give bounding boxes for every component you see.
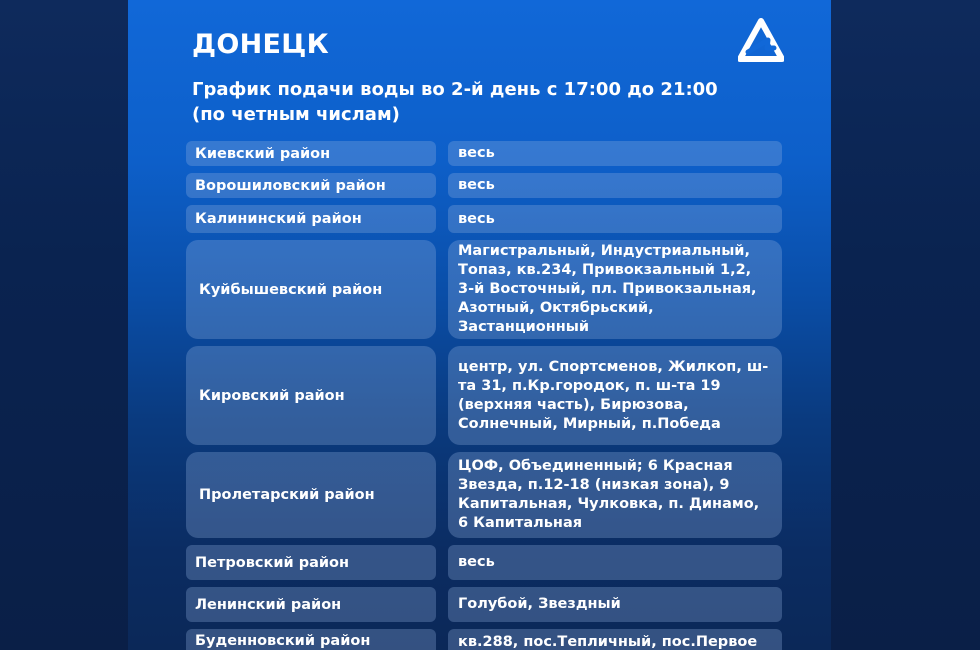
district-areas: Магистральный, Индустриальный, Топаз, кв.234, Привокзальный 1,2, 3-й Восточный, пл. Привокзальная, Азотный, Октябрьский, Застанционный: [448, 240, 782, 339]
district-name: Петровский район: [186, 545, 436, 580]
schedule-row: [186, 452, 782, 538]
district-areas: кв.288, пос.Тепличный, пос.Первое: [448, 629, 782, 650]
district-name: Ленинский район: [186, 587, 436, 622]
schedule-row: [186, 587, 782, 622]
district-name: Пролетарский район: [186, 452, 436, 538]
triangle-arrow-logo-icon: [738, 18, 784, 64]
district-areas: весь: [448, 205, 782, 233]
schedule-subtitle: График подачи воды во 2-й день с 17:00 до 21:00 (по четным числам): [192, 79, 718, 125]
schedule-card: [128, 0, 831, 650]
schedule-row: [186, 141, 782, 166]
district-areas: центр, ул. Спортсменов, Жилкоп, ш-та 31, п.Кр.городок, п. ш-та 19 (верхняя часть), Бирюзова, Солнечный, Мирный, п.Победа: [448, 346, 782, 445]
district-areas: весь: [448, 545, 782, 580]
schedule-row: [186, 346, 782, 445]
district-name: Куйбышевский район: [186, 240, 436, 339]
schedule-row: [186, 240, 782, 339]
schedule-row: [186, 173, 782, 198]
district-areas: весь: [448, 173, 782, 198]
district-areas: Голубой, Звездный: [448, 587, 782, 622]
schedule-table: [186, 141, 782, 650]
district-name: Калининский район: [186, 205, 436, 233]
schedule-row: [186, 205, 782, 233]
district-name: Кировский район: [186, 346, 436, 445]
district-name: Ворошиловский район: [186, 173, 436, 198]
district-areas: ЦОФ, Объединенный; 6 Красная Звезда, п.12-18 (низкая зона), 9 Капитальная, Чулковка, п. Динамо, 6 Капитальная: [448, 452, 782, 538]
district-name: Буденновский район: [186, 629, 436, 650]
schedule-row: [186, 545, 782, 580]
schedule-row: [186, 629, 782, 650]
page-title: ДОНЕЦК: [192, 29, 329, 60]
district-areas: весь: [448, 141, 782, 166]
district-name: Киевский район: [186, 141, 436, 166]
